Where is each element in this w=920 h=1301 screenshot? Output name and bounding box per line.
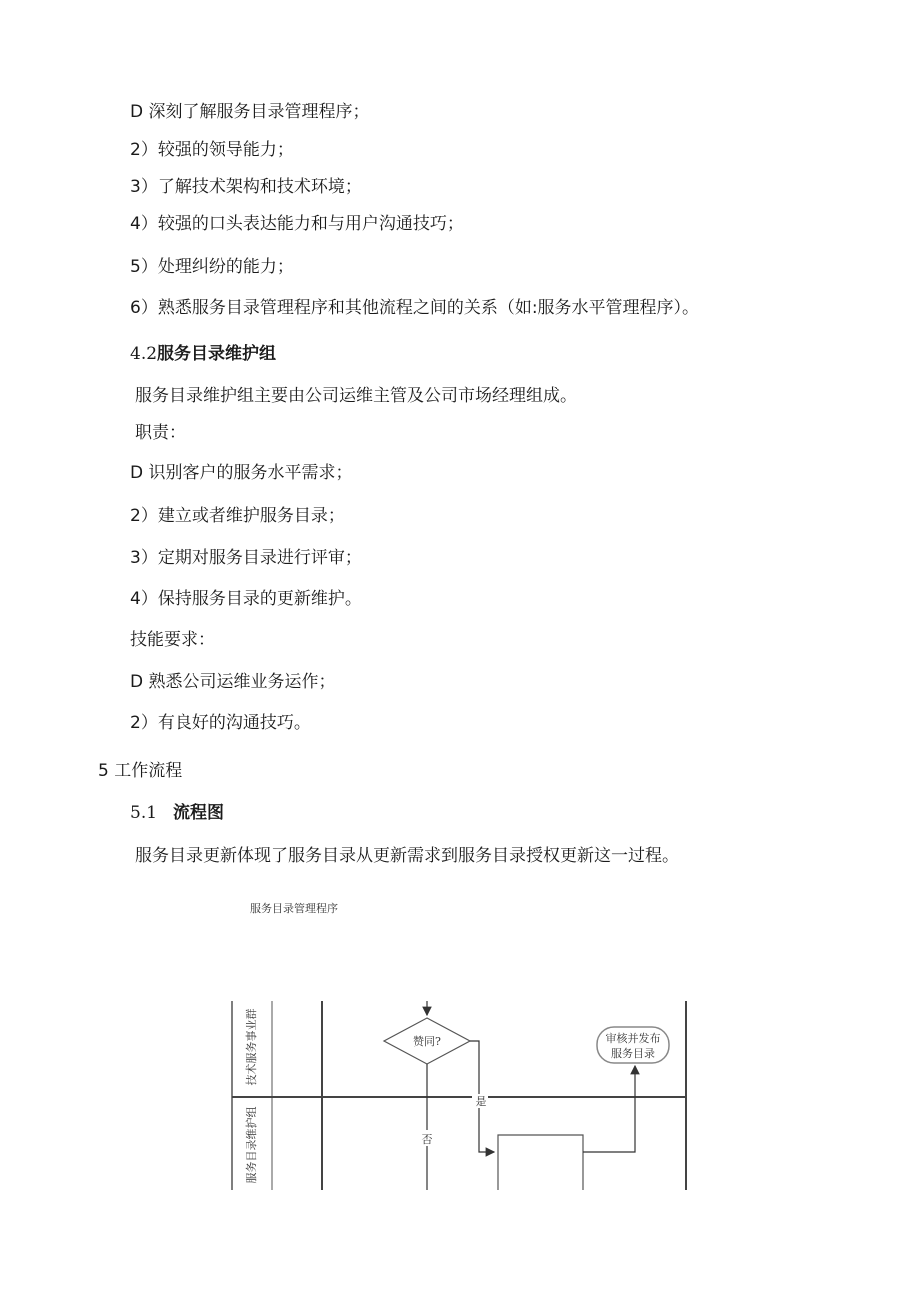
yes-label: 是 bbox=[475, 1095, 487, 1108]
list-item: 2）较强的领导能力； bbox=[130, 140, 294, 160]
no-label: 否 bbox=[421, 1133, 433, 1146]
section-number: 5.1 bbox=[130, 803, 158, 823]
list-item: 4）较强的口头表达能力和与用户沟通技巧； bbox=[130, 214, 464, 234]
list-item: 4）保持服务目录的更新维护。 bbox=[130, 589, 362, 609]
skills-label: 技能要求： bbox=[130, 630, 215, 650]
section-heading-5: 5 工作流程 bbox=[98, 761, 183, 781]
list-item: 6）熟悉服务目录管理程序和其他流程之间的关系（如:服务水平管理程序）。 bbox=[130, 298, 700, 318]
list-item: 5）处理纠纷的能力； bbox=[130, 257, 294, 277]
connector bbox=[583, 1066, 635, 1152]
list-item: 3）定期对服务目录进行评审； bbox=[130, 548, 362, 568]
list-item: 2）建立或者维护服务目录； bbox=[130, 506, 345, 526]
decision-label: 赞同? bbox=[413, 1035, 441, 1048]
list-item: 3）了解技术架构和技术环境； bbox=[130, 177, 362, 197]
lane-label-catalog-team: 服务目录维护组 bbox=[245, 1106, 258, 1184]
list-item: 2）有良好的沟通技巧。 bbox=[130, 713, 311, 733]
section-number: 4.2 bbox=[130, 344, 158, 364]
lane-label-tech-service: 技术服务事业群 bbox=[245, 1008, 258, 1086]
duties-label: 职责： bbox=[135, 423, 186, 443]
terminal-label-line2: 服务目录 bbox=[611, 1047, 655, 1060]
list-item: D 熟悉公司运维业务运作； bbox=[130, 672, 336, 692]
process-box bbox=[498, 1135, 583, 1190]
paragraph: 服务目录更新体现了服务目录从更新需求到服务目录授权更新这一过程。 bbox=[135, 846, 679, 866]
list-item: D 识别客户的服务水平需求； bbox=[130, 463, 353, 483]
section-title: 流程图 bbox=[173, 803, 225, 823]
terminal-label-line1: 审核并发布 bbox=[605, 1032, 661, 1045]
paragraph: 服务目录维护组主要由公司运维主管及公司市场经理组成。 bbox=[135, 386, 577, 406]
figure-title: 服务目录管理程序 bbox=[250, 902, 338, 915]
list-item: D 深刻了解服务目录管理程序； bbox=[130, 102, 370, 122]
section-title: 服务目录维护组 bbox=[157, 344, 277, 364]
